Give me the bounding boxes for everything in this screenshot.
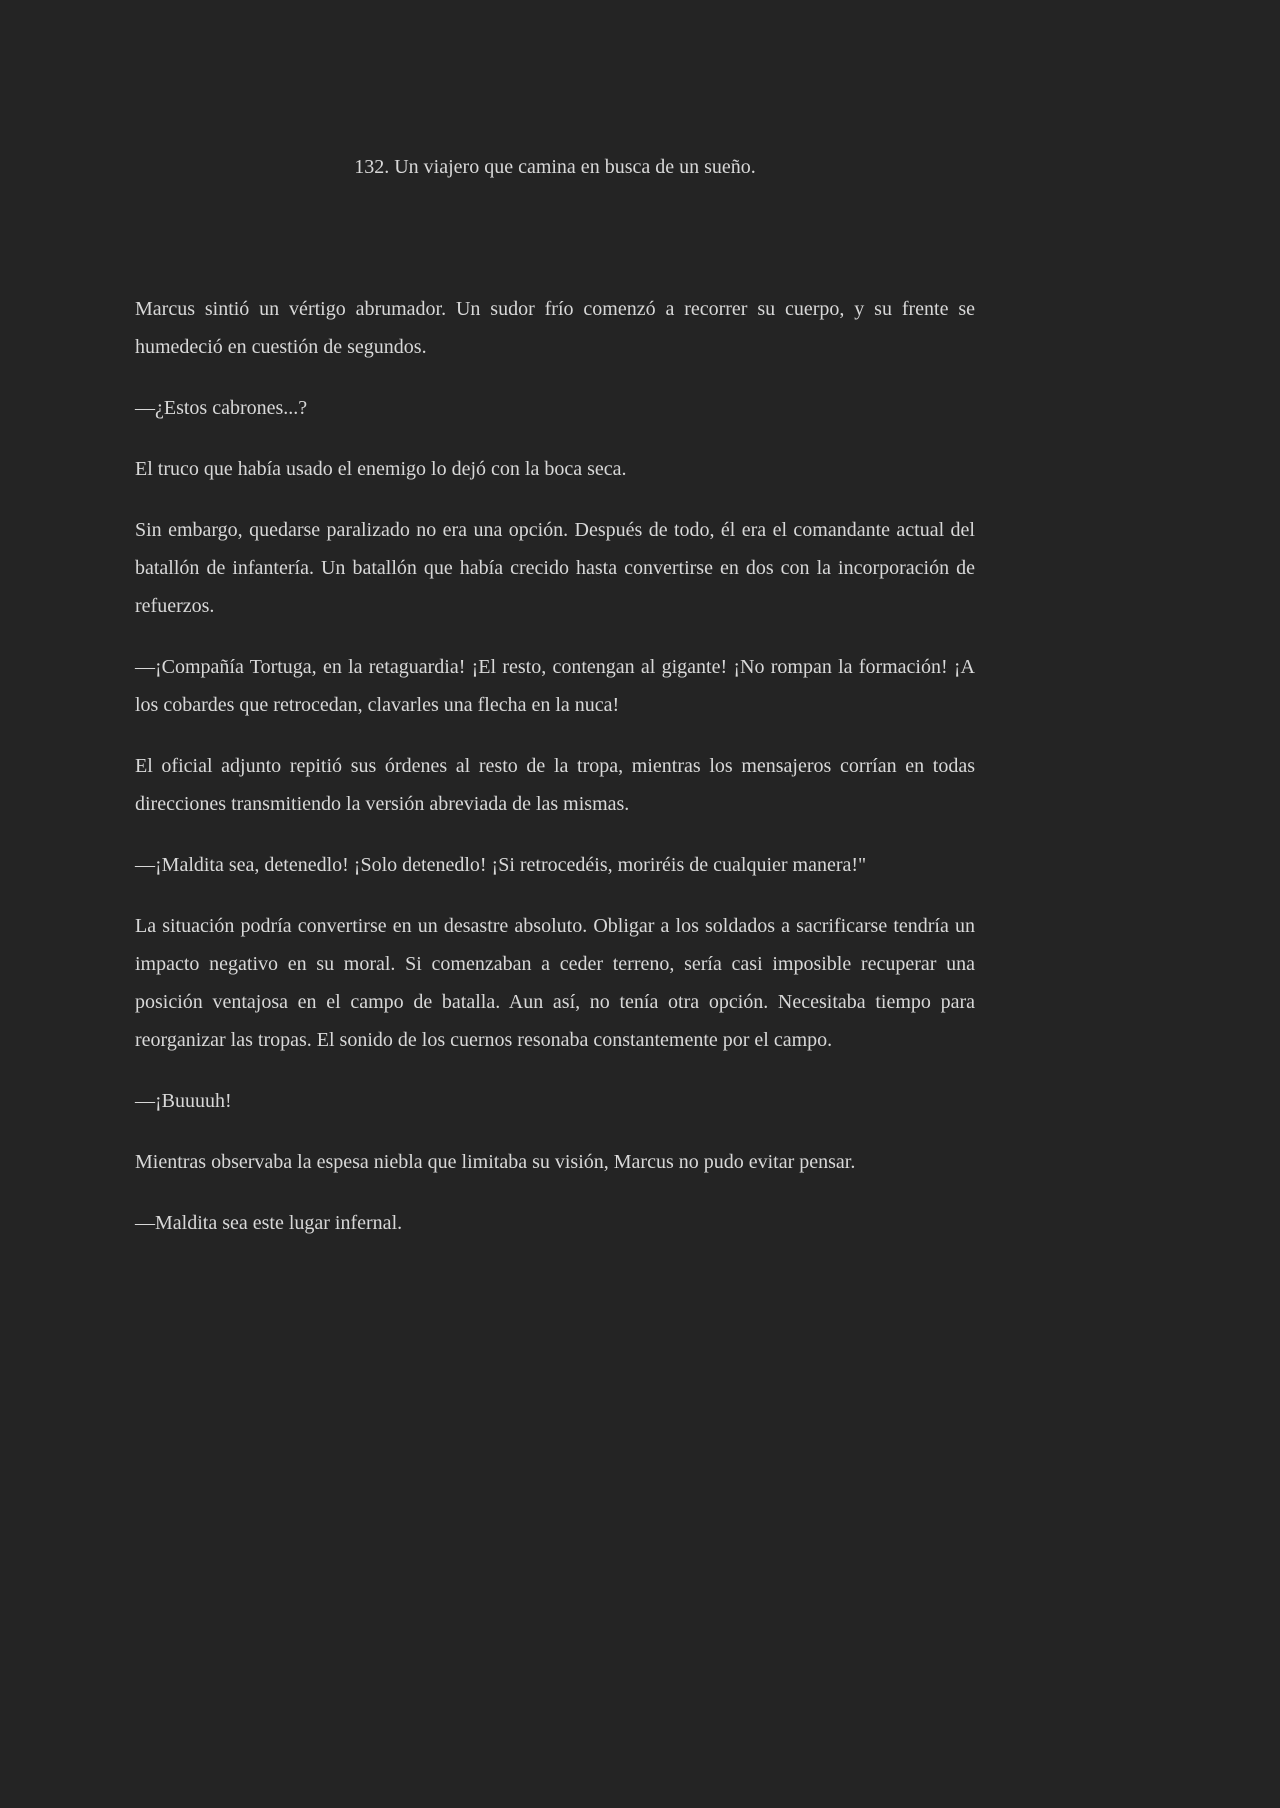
paragraph: Mientras observaba la espesa niebla que limitaba su visión, Marcus no pudo evitar pensar. <box>135 1151 856 1173</box>
chapter-title: 132. Un viajero que camina en busca de un sueño. <box>354 156 756 178</box>
paragraph: La situación podría convertirse en un desastre absoluto. Obligar a los soldados a sacrificarse tendría un impacto negativo en su moral. Si comenzaban a ceder terreno, sería casi imposible recuperar una posición ventajosa en el campo de batalla. Aun así, no tenía otra opción. Necesitaba tiempo para reorganizar las tropas. El sonido de los cuernos resonaba constantemente por el campo. <box>135 915 975 1051</box>
paragraph: Marcus sintió un vértigo abrumador. Un sudor frío comenzó a recorrer su cuerpo, y su frente se humedeció en cuestión de segundos. <box>135 298 975 358</box>
paragraph: El truco que había usado el enemigo lo dejó con la boca seca. <box>135 458 627 480</box>
paragraph: El oficial adjunto repitió sus órdenes al resto de la tropa, mientras los mensajeros corrían en todas direcciones transmitiendo la versión abreviada de las mismas. <box>135 755 975 815</box>
paragraph-dialogue: —¿Estos cabrones...? <box>135 397 308 419</box>
paragraph-dialogue: —¡Buuuuh! <box>135 1090 232 1112</box>
paragraph-dialogue: —¡Maldita sea, detenedlo! ¡Solo detenedlo! ¡Si retrocedéis, moriréis de cualquier manera!" <box>135 854 867 876</box>
paragraph-dialogue: —¡Compañía Tortuga, en la retaguardia! ¡El resto, contengan al gigante! ¡No rompan la formación! ¡A los cobardes que retrocedan, clavarles una flecha en la nuca! <box>135 656 975 716</box>
reader-page <box>135 0 975 1465</box>
paragraph: Sin embargo, quedarse paralizado no era una opción. Después de todo, él era el comandante actual del batallón de infantería. Un batallón que había crecido hasta convertirse en dos con la incorporación de refuerzos. <box>135 519 975 617</box>
chapter-body <box>135 290 975 1242</box>
paragraph-dialogue: —Maldita sea este lugar infernal. <box>135 1212 403 1234</box>
